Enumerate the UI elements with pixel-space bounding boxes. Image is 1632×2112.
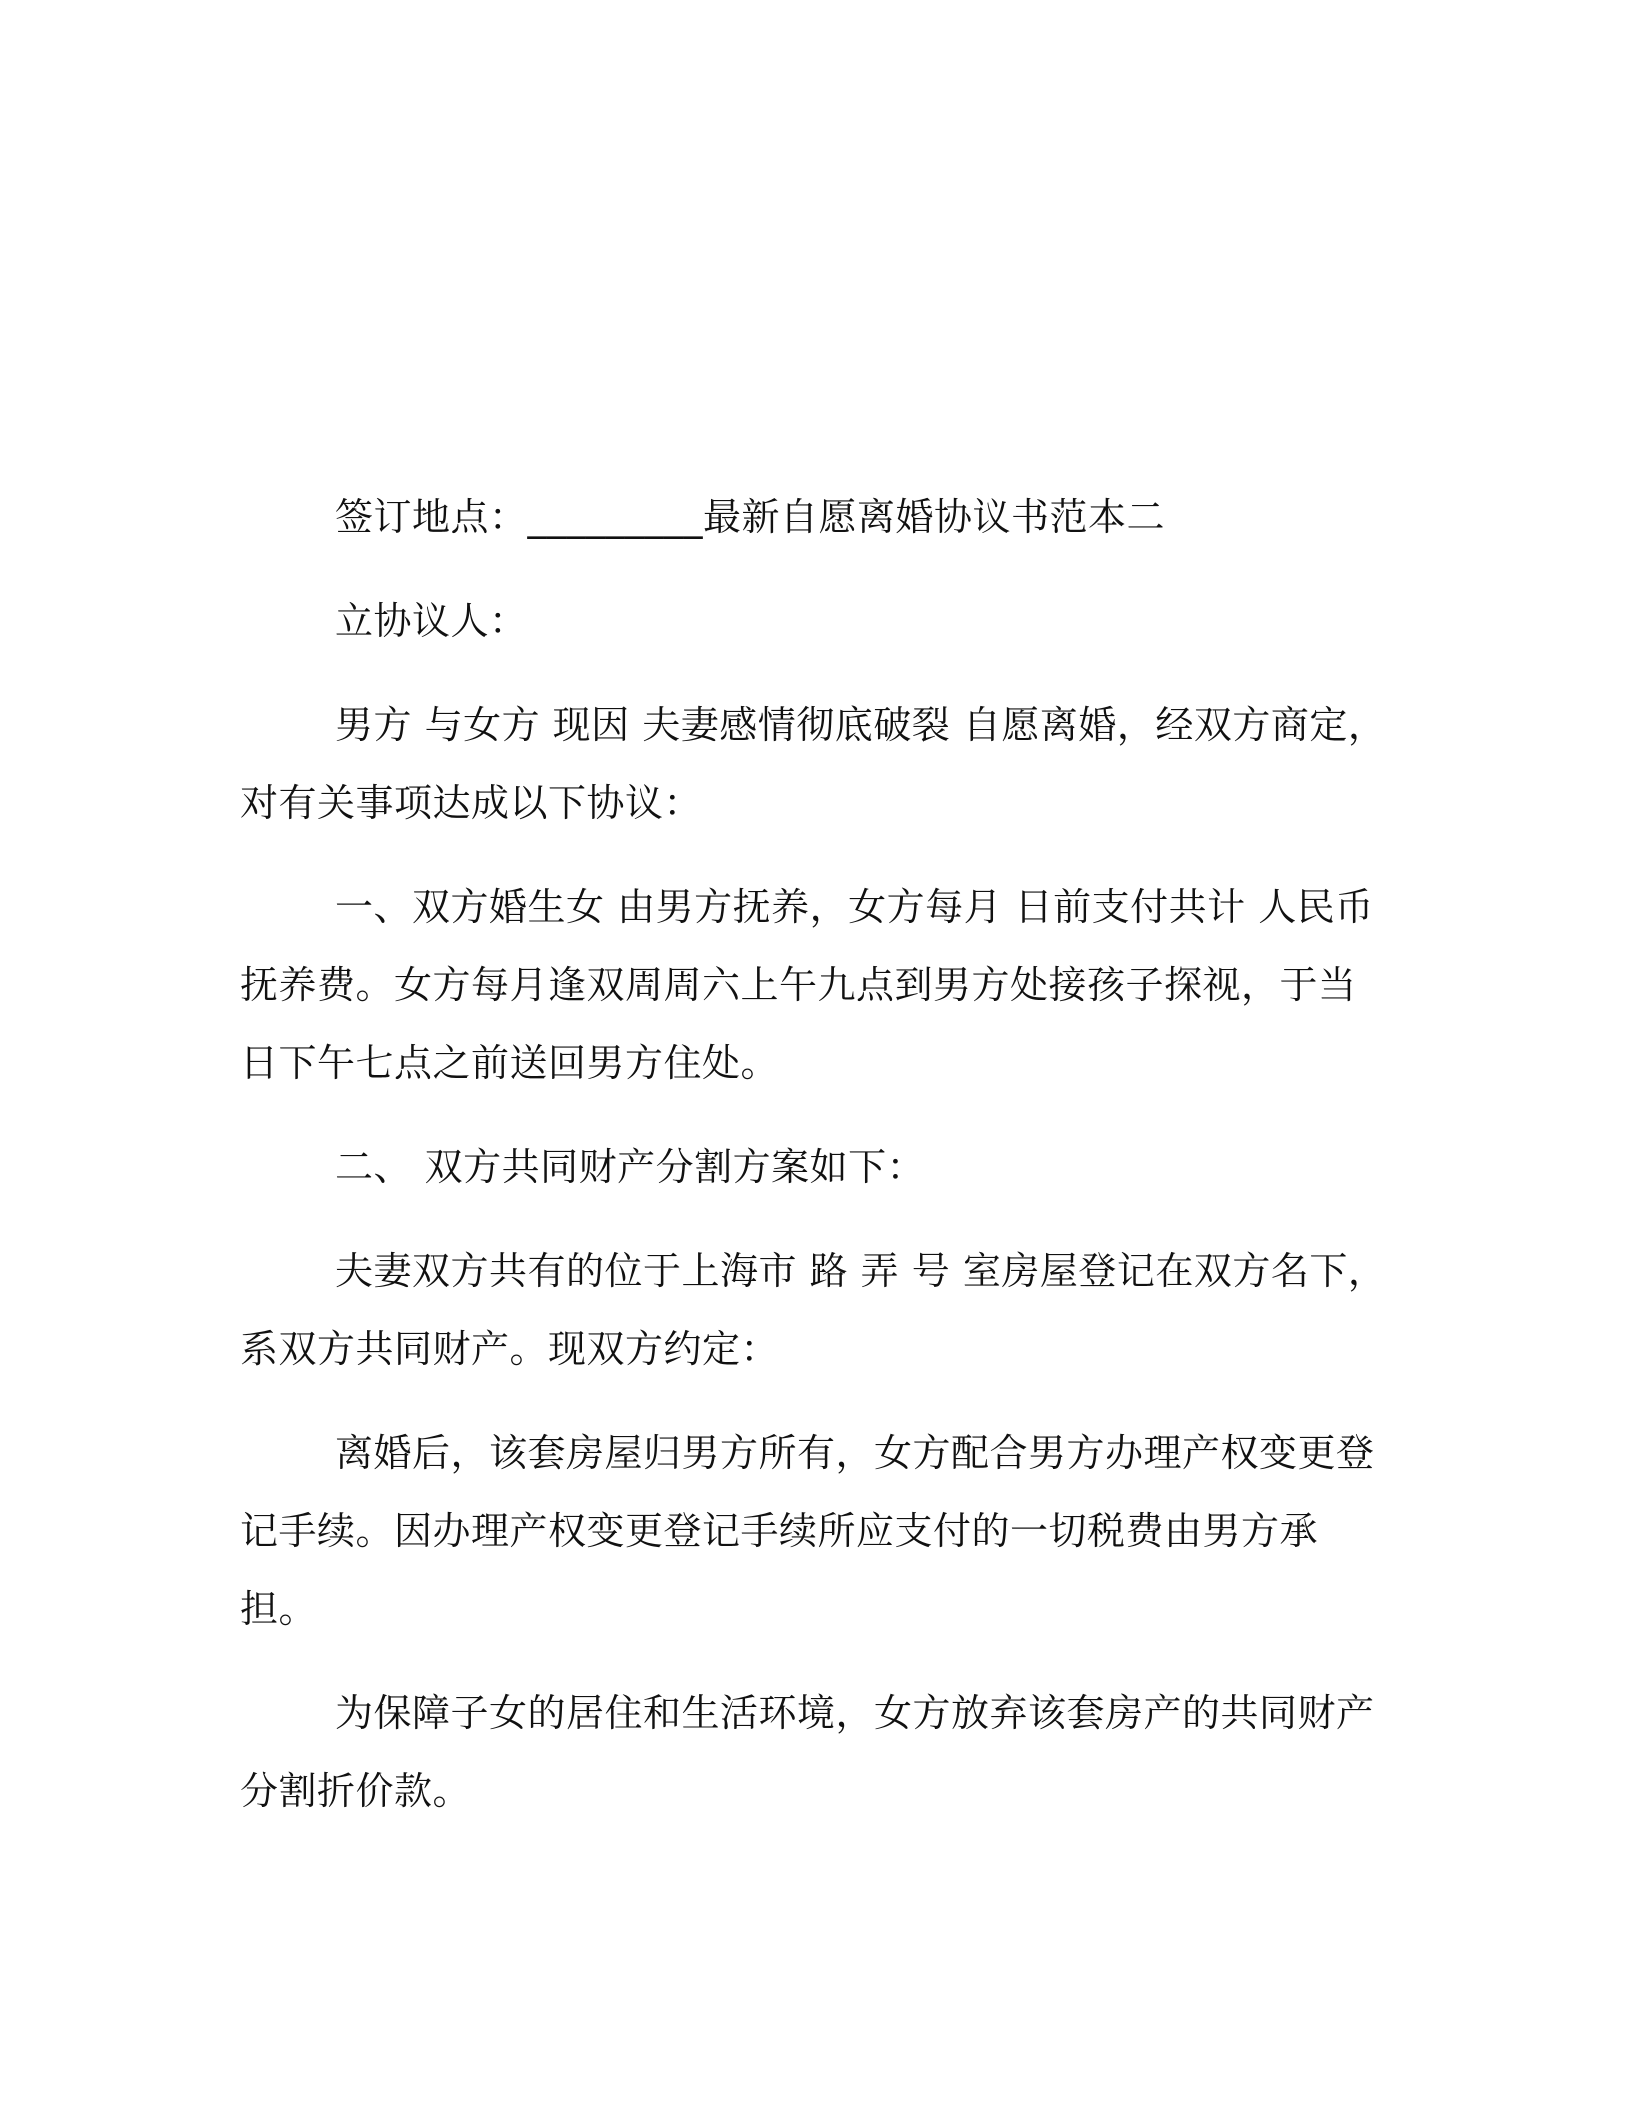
parties-label: 立协议人： xyxy=(335,599,528,643)
preamble-paragraph: 男方 与女方 现因 夫妻感情彻底破裂 自愿离婚，经双方商定，对有关事项达成以下协议： xyxy=(240,703,1387,825)
signing-location-line: 签订地点：_________最新自愿离婚协议书范本二 xyxy=(335,495,1166,539)
property-description: 夫妻双方共有的位于上海市 路 弄 号 室房屋登记在双方名下，系双方共同财产。现双方约定： xyxy=(240,1249,1387,1371)
clause-1-custody: 一、双方婚生女 由男方抚养，女方每月 日前支付共计 人民币抚养费。女方每月逢双周周六上午九点到男方处接孩子探视，于当日下午七点之前送回男方住处。 xyxy=(240,885,1374,1085)
property-ownership-terms: 离婚后，该套房屋归男方所有，女方配合男方办理产权变更登记手续。因办理产权变更登记手续所应支付的一切税费由男方承担。 xyxy=(240,1431,1375,1631)
clause-2-heading: 二、 双方共同财产分割方案如下： xyxy=(335,1145,926,1189)
document-body xyxy=(240,478,1390,1856)
property-waiver-terms: 为保障子女的居住和生活环境，女方放弃该套房产的共同财产分割折价款。 xyxy=(240,1691,1375,1813)
